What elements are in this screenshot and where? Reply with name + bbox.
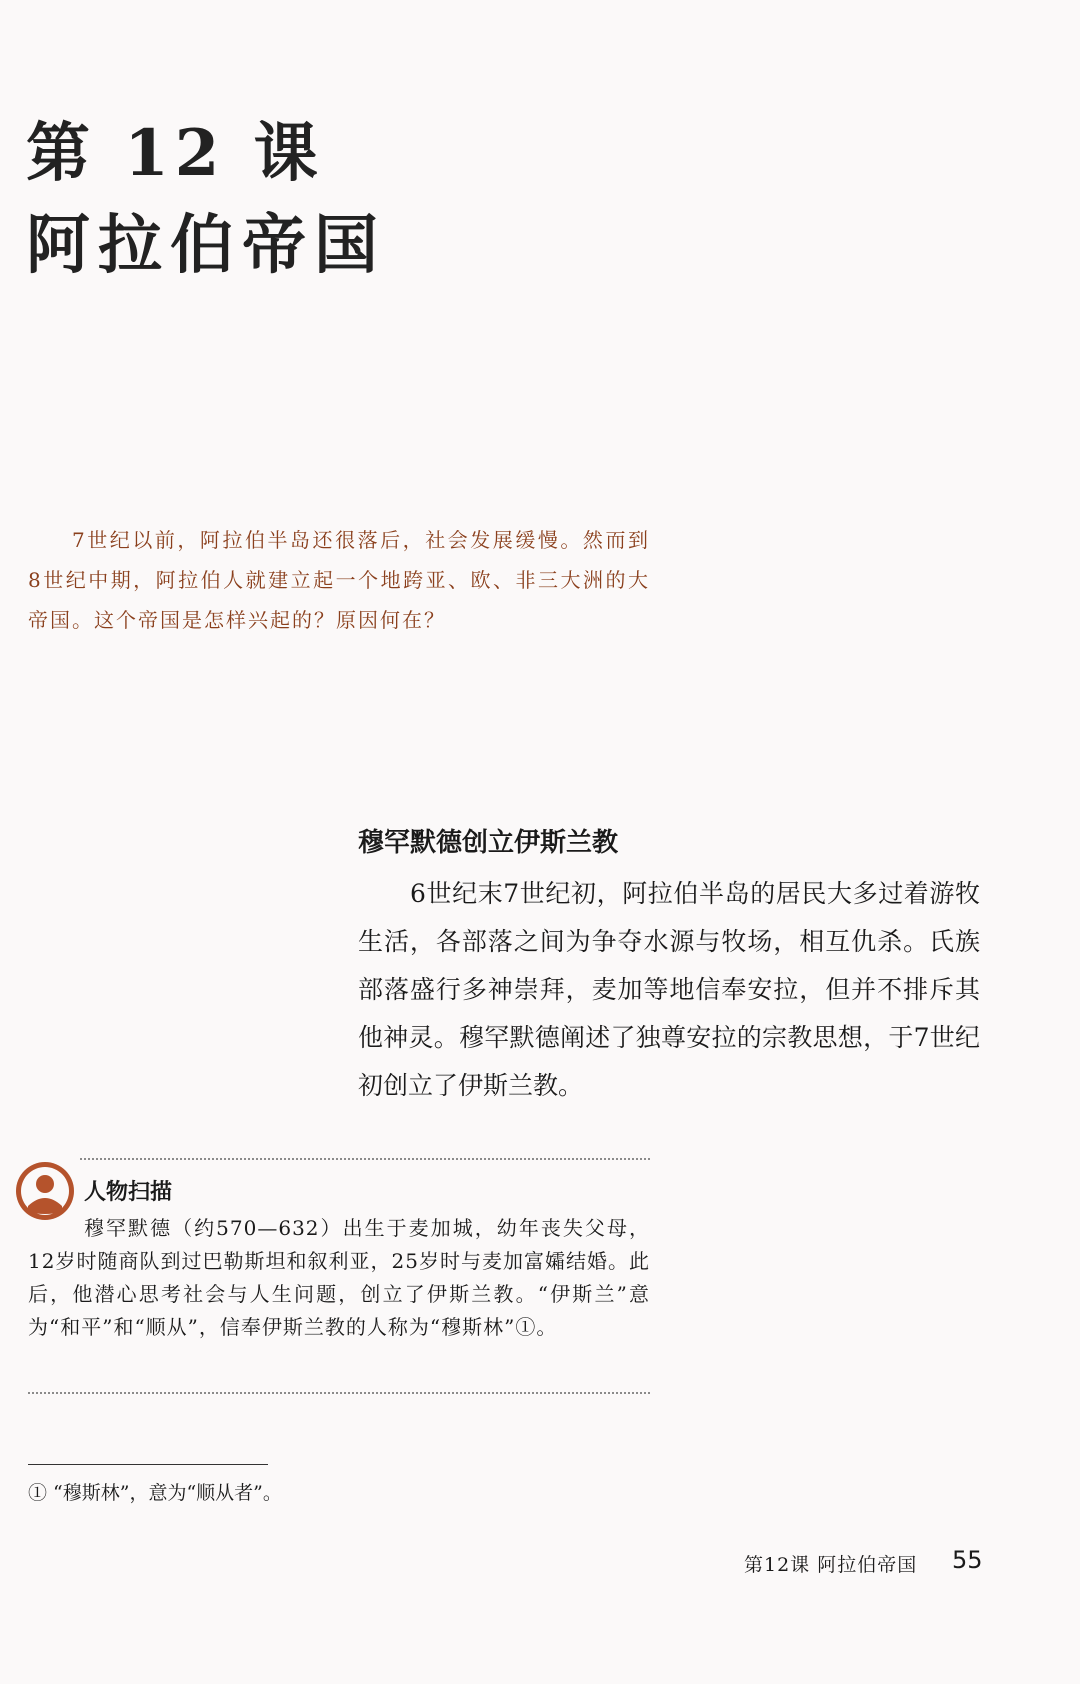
running-head: 第12课 阿拉伯帝国 xyxy=(744,1554,918,1576)
intro-paragraph: 7世纪以前，阿拉伯半岛还很落后，社会发展缓慢。然而到8世纪中期，阿拉伯人就建立起一个地跨亚、欧、非三大洲的大帝国。这个帝国是怎样兴起的？原因何在？ xyxy=(28,528,650,632)
footnote: ① “穆斯林”，意为“顺从者”。 xyxy=(28,1482,282,1504)
section-heading: 穆罕默德创立伊斯兰教 xyxy=(358,828,619,858)
person-scan-label: 人物扫描 xyxy=(84,1180,173,1205)
footnote-rule xyxy=(28,1464,268,1465)
box-bottom-divider xyxy=(28,1392,650,1394)
section-body: 6世纪末7世纪初，阿拉伯半岛的居民大多过着游牧生活，各部落之间为争夺水源与牧场，相互仇杀。氏族部落盛行多神崇拜，麦加等地信奉安拉，但并不排斥其他神灵。穆罕默德阐述了独尊安拉的宗教思想，于7世纪初创立了伊斯兰教。 xyxy=(358,879,980,1100)
lesson-number: 第 12 课 xyxy=(26,116,324,191)
person-scan-body: 穆罕默德（约570—632）出生于麦加城，幼年丧失父母，12岁时随商队到过巴勒斯坦和叙利亚，25岁时与麦加富孀结婚。此后，他潜心思考社会与人生问题，创立了伊斯兰教。“伊斯兰”意为“和平”和“顺从”，信奉伊斯兰教的人称为“穆斯林”①。 xyxy=(28,1216,650,1339)
box-top-divider xyxy=(80,1158,650,1160)
page-number: 55 xyxy=(952,1546,983,1574)
lesson-title: 阿拉伯帝国 xyxy=(26,208,386,283)
